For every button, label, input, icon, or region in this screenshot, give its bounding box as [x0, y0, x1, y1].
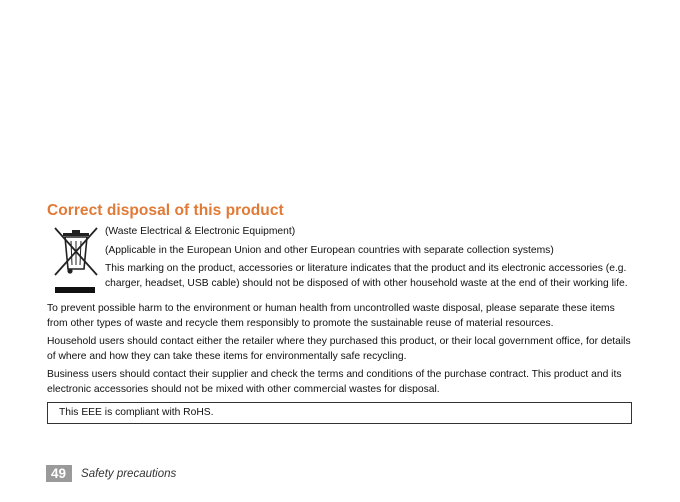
- footer-section-name: Safety precautions: [81, 467, 177, 480]
- weee-line-3: This marking on the product, accessories or literature indicates that the product and its electronic accessories (e.g. charger, headset, USB cable) should not be disposed of with other household waste at the end of their working life.: [105, 263, 628, 289]
- paragraph-business: Business users should contact their supplier and check the terms and conditions of the purchase contract. This product and its electronic accessories should not be mixed with other commercial wastes for disposal.: [47, 369, 622, 395]
- weee-description: [105, 225, 635, 291]
- page-footer: [46, 465, 176, 482]
- disposal-section: [47, 202, 635, 424]
- paragraph-household: Household users should contact either the retailer where they purchased this product, or their local government office, for details of where and how they can take these items for environmentally safe recycling.: [47, 336, 631, 362]
- rohs-notice: This EEE is compliant with RoHS.: [47, 402, 632, 424]
- paragraph-environment: To prevent possible harm to the environment or human health from uncontrolled waste disposal, please separate these items from other types of waste and recycle them responsibly to promote the sustainable reuse of material resources.: [47, 303, 615, 329]
- weee-line-2: (Applicable in the European Union and other European countries with separate collection systems): [105, 244, 554, 256]
- section-title: Correct disposal of this product: [47, 202, 284, 219]
- page-number: 49: [46, 465, 72, 482]
- weee-block: [47, 225, 635, 301]
- weee-line-1: (Waste Electrical & Electronic Equipment): [105, 226, 296, 237]
- crossed-out-wheelie-bin-icon: [50, 225, 102, 301]
